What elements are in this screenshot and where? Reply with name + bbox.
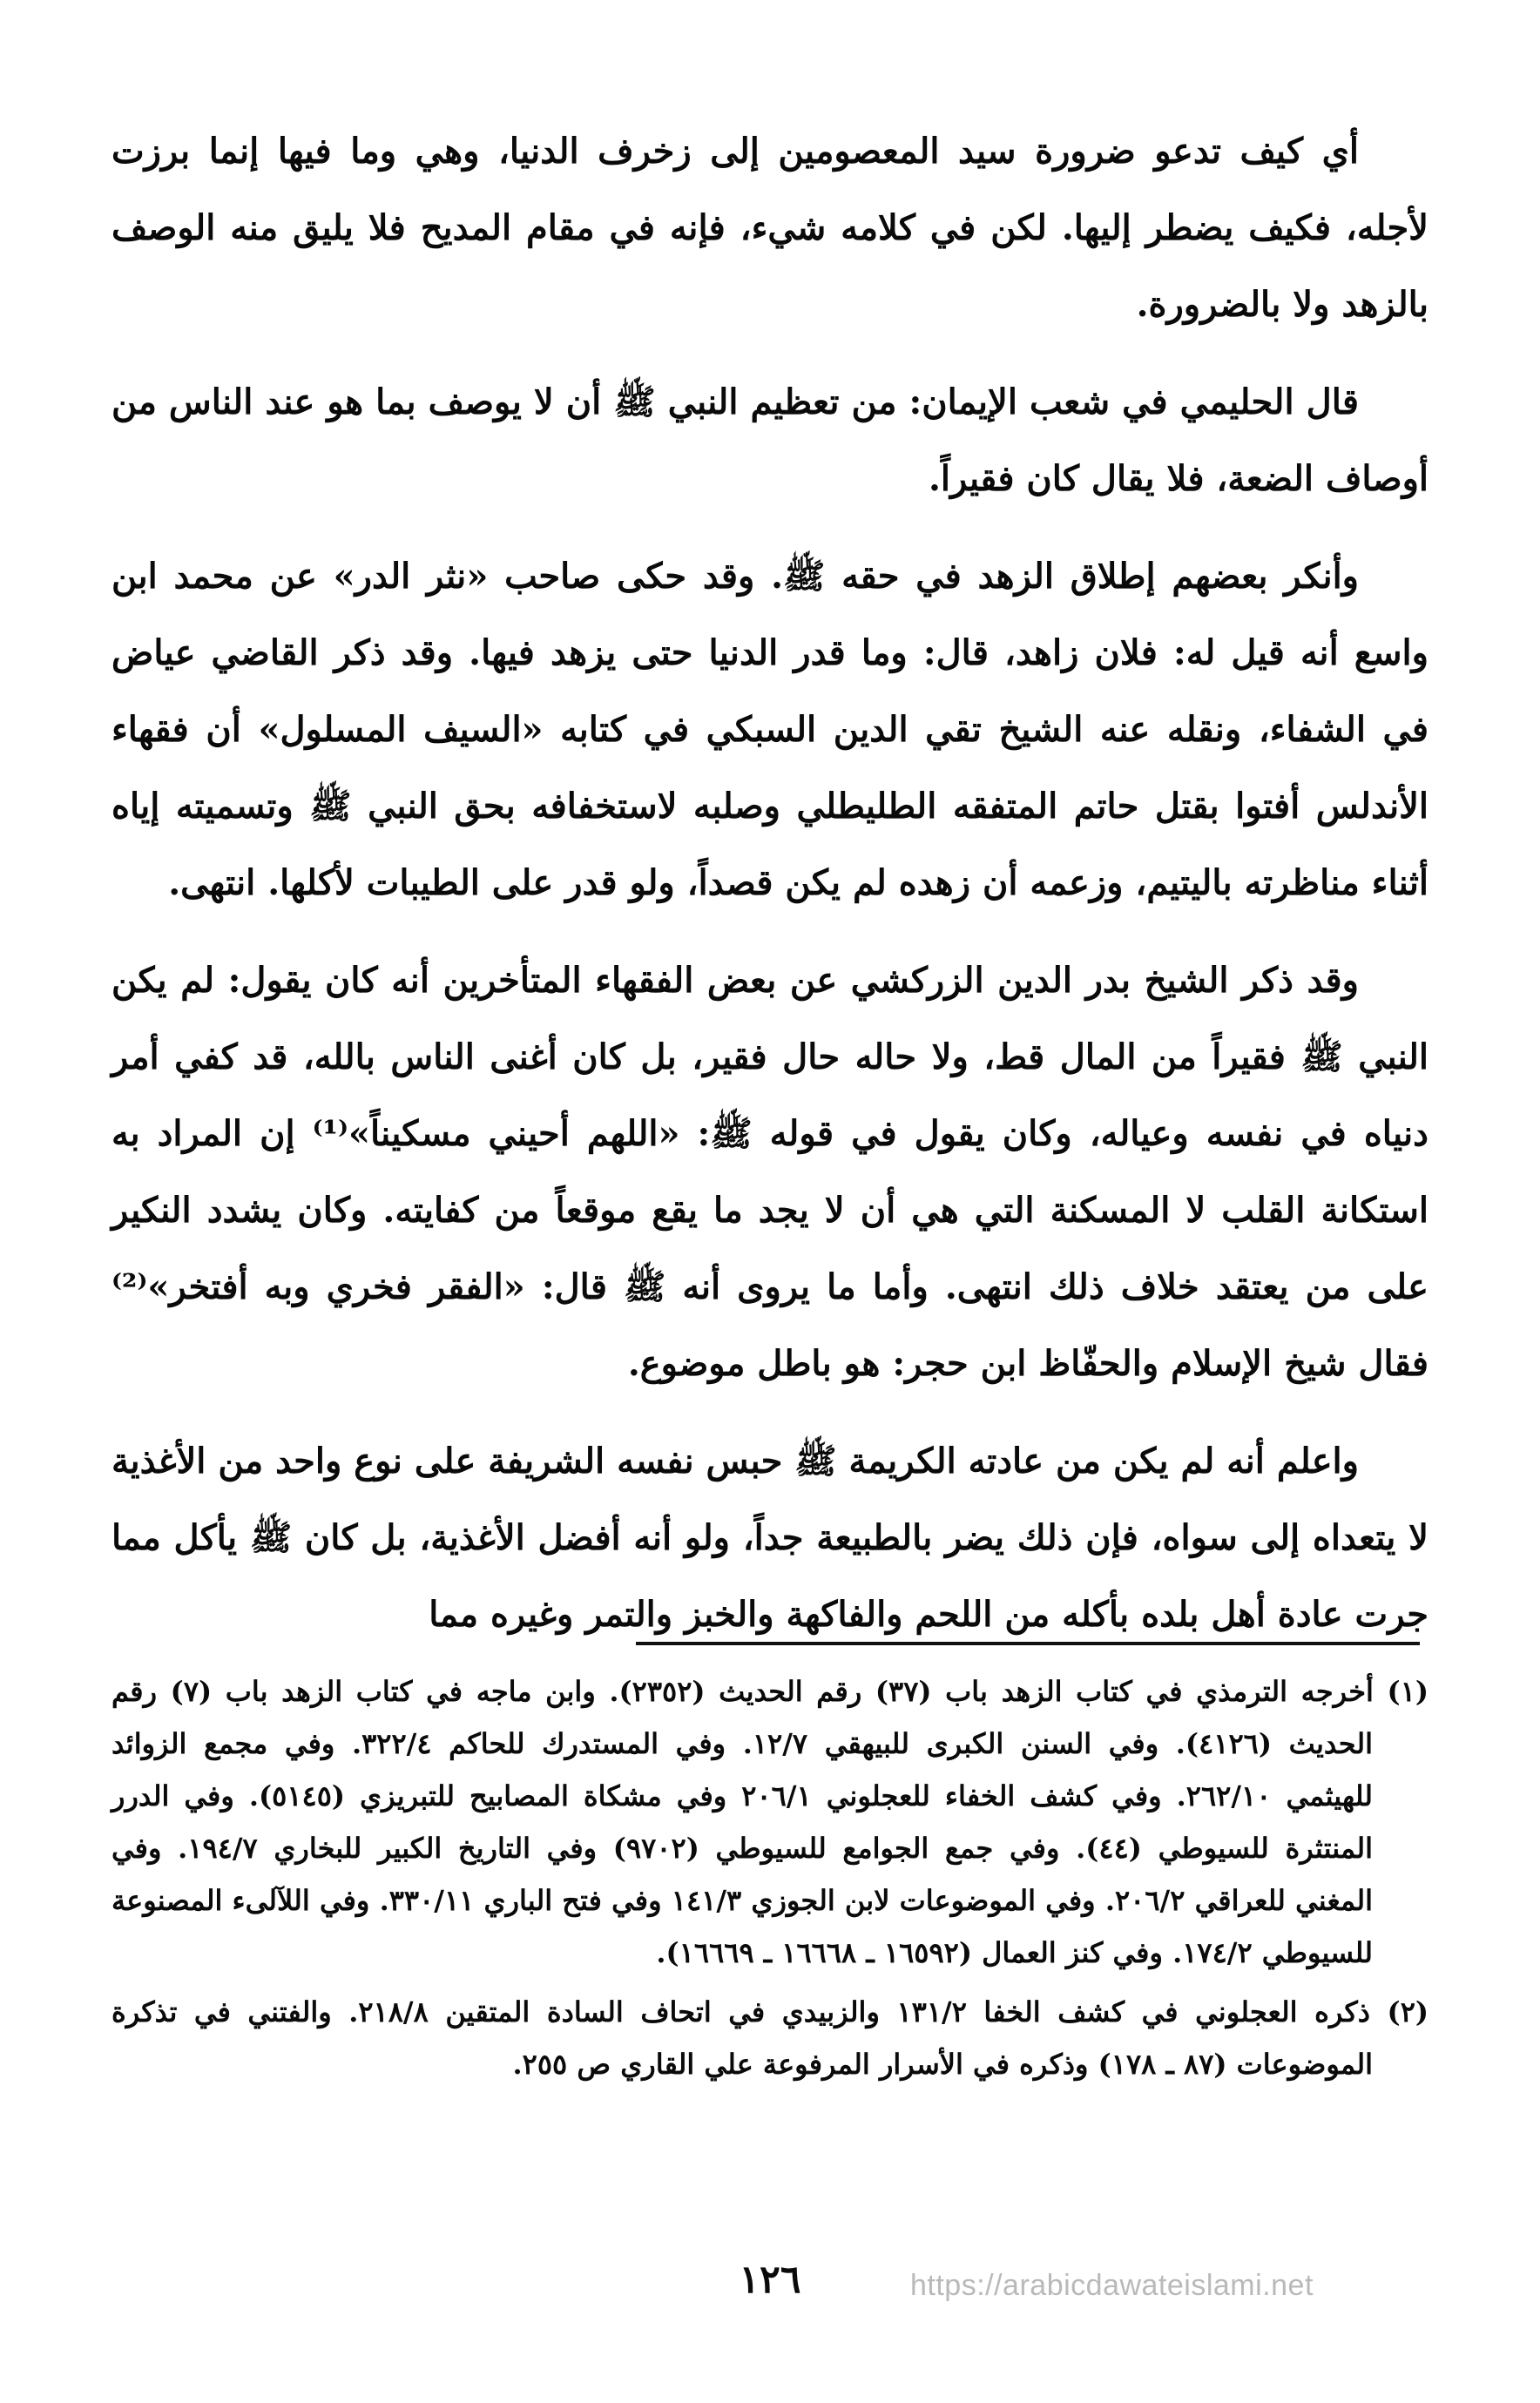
watermark-url: https://arabicdawateislami.net [910,2269,1314,2302]
page-number: ١٢٦ [739,2258,801,2302]
paragraph: أي كيف تدعو ضرورة سيد المعصومين إلى زخرف الدنيا، وهي وما فيها إنما برزت لأجله، فكيف يضطر إليها. لكن في كلامه شيء، فإنه في مقام المديح فلا يليق منه الوصف بالزهد ولا بالضرورة. [111,131,1429,325]
paragraph: قال الحليمي في شعب الإيمان: من تعظيم النبي ﷺ أن لا يوصف بما هو عند الناس من أوصاف الضعة، فلا يقال كان فقيراً. [111,381,1429,499]
paragraph: واعلم أنه لم يكن من عادته الكريمة ﷺ حبس نفسه الشريفة على نوع واحد من الأغذية لا يتعداه إلى سواه، فإن ذلك يضر بالطبيعة جداً، ولو أنه أفضل الأغذية، بل كان ﷺ يأكل مما جرت عادة أهل بلده بأكله من اللحم والفاكهة والخبز والتمر وغيره مما [111,1441,1429,1635]
main-text [111,113,1429,1674]
footnote-separator [636,1642,1420,1645]
footnote-1: (١) أخرجه الترمذي في كتاب الزهد باب (٣٧) رقم الحديث (٢٣٥٢). وابن ماجه في كتاب الزهد باب (٧) رقم الحديث (٤١٢٦). وفي السنن الكبرى للبيهقي ١٢/٧. وفي المستدرك للحاكم ٣٢٢/٤. وفي مجمع الزوائد للهيثمي ٢٦٢/١٠. وفي كشف الخفاء للعجلوني ٢٠٦/١ وفي مشكاة المصابيح للتبريزي (٥١٤٥). وفي الدرر المنتثرة للسيوطي (٤٤). وفي جمع الجوامع للسيوطي (٩٧٠٢) وفي التاريخ الكبير للبخاري ١٩٤/٧. وفي المغني للعراقي ٢٠٦/٢. وفي الموضوعات لابن الجوزي ١٤١/٣ وفي فتح الباري ٣٣٠/١١. وفي اللآلىء المصنوعة للسيوطي ١٧٤/٢. وفي كنز العمال (١٦٥٩٢ ـ ١٦٦٦٨ ـ ١٦٦٦٩). [111,1675,1429,1969]
footnote-2: (٢) ذكره العجلوني في كشف الخفا ١٣١/٢ والزبيدي في اتحاف السادة المتقين ٢١٨/٨. والفتني في تذكرة الموضوعات (٨٧ ـ ١٧٨) وذكره في الأسرار المرفوعة علي القاري ص ٢٥٥. [111,1995,1429,2081]
paragraph: وأنكر بعضهم إطلاق الزهد في حقه ﷺ. وقد حكى صاحب «نثر الدر» عن محمد ابن واسع أنه قيل له: فلان زاهد، قال: وما قدر الدنيا حتى يزهد فيها. وقد ذكر القاضي عياض في الشفاء، ونقله عنه الشيخ تقي الدين السبكي في كتابه «السيف المسلول» أن فقهاء الأندلس أفتوا بقتل حاتم المتفقه الطليطلي وصلبه لاستخفافه بحق النبي ﷺ وتسميته إياه أثناء مناظرته باليتيم، وزعمه أن زهده لم يكن قصداً، ولو قدر على الطيبات لأكلها. انتهى. [111,556,1429,903]
paragraph: وقد ذكر الشيخ بدر الدين الزركشي عن بعض الفقهاء المتأخرين أنه كان يقول: لم يكن النبي ﷺ فقيراً من المال قط، ولا حاله حال فقير، بل كان أغنى الناس بالله، قد كفي أمر دنياه في نفسه وعياله، وكان يقول في قوله ﷺ: «اللهم أحيني مسكيناً»⁽¹⁾ إن المراد به استكانة القلب لا المسكنة التي هي أن لا يجد ما يقع موقعاً من كفايته. وكان يشدد النكير على من يعتقد خلاف ذلك انتهى. وأما ما يروى أنه ﷺ قال: «الفقر فخري وبه أفتخر»⁽²⁾ فقال شيخ الإسلام والحفّاظ ابن حجر: هو باطل موضوع. [111,960,1429,1384]
footnotes [111,1665,1429,2097]
